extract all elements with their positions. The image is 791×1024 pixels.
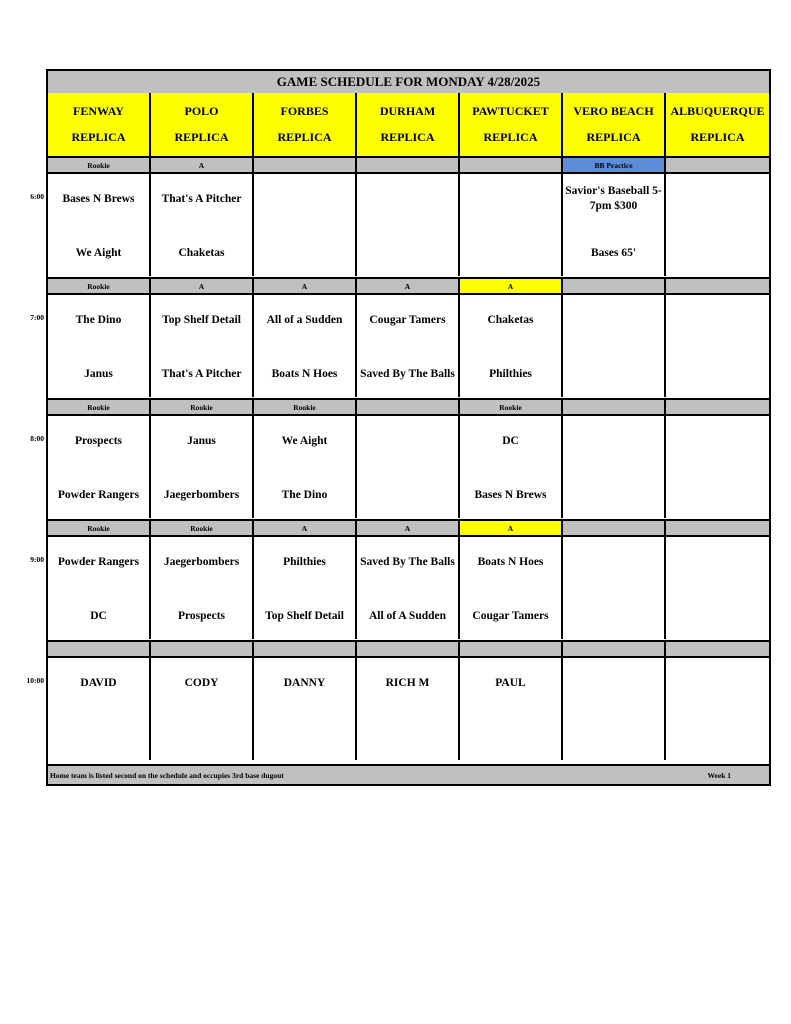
- game-cell: [460, 172, 563, 276]
- home-team: [462, 238, 559, 268]
- away-team: Prospects: [74, 434, 123, 447]
- game-cell: [563, 172, 666, 276]
- away-team: [462, 184, 559, 214]
- away-team: [668, 547, 767, 577]
- division-label: BB Practice: [563, 158, 666, 172]
- division-label: [460, 158, 563, 172]
- home-team: [153, 722, 250, 752]
- game-cell: [563, 414, 666, 518]
- home-team-note: Home team is listed second on the schedule and occupies 3rd base dugout: [50, 770, 284, 780]
- game-cell: [357, 656, 460, 760]
- field-header: [563, 93, 666, 156]
- division-label: [460, 642, 563, 656]
- home-team: Top Shelf Detail: [265, 609, 344, 622]
- game-cell: [357, 172, 460, 276]
- division-label: Rookie: [48, 400, 151, 414]
- home-team: [668, 601, 767, 631]
- home-team: [462, 722, 559, 752]
- game-cell: [254, 293, 357, 397]
- division-label: Rookie: [48, 521, 151, 535]
- home-team: Bases N Brews: [474, 488, 547, 501]
- field-sub: REPLICA: [71, 129, 126, 144]
- field-name: FORBES: [280, 104, 329, 119]
- game-cell: [151, 535, 254, 639]
- game-cell: [254, 172, 357, 276]
- away-team: Saved By The Balls: [360, 555, 455, 568]
- division-label: [666, 642, 769, 656]
- home-team: [565, 480, 662, 510]
- time-label: 10:00: [26, 676, 44, 685]
- home-team: Powder Rangers: [57, 488, 140, 501]
- time-slot-row: [48, 293, 769, 397]
- game-cell: [460, 656, 563, 760]
- home-team: [256, 238, 353, 268]
- home-team: Janus: [84, 367, 113, 380]
- home-team: [668, 359, 767, 389]
- away-team: [565, 668, 662, 698]
- division-label: [563, 279, 666, 293]
- game-cell: [254, 414, 357, 518]
- game-cell: [357, 414, 460, 518]
- division-label: [254, 642, 357, 656]
- away-team: All of a Sudden: [266, 313, 343, 326]
- division-label: [666, 158, 769, 172]
- game-cell: [48, 293, 151, 397]
- game-cell: [666, 293, 769, 397]
- away-team: PAUL: [495, 676, 526, 689]
- home-team: Saved By The Balls: [360, 367, 455, 380]
- division-label: A: [151, 279, 254, 293]
- away-team: That's A Pitcher: [161, 192, 242, 205]
- game-cell: [666, 172, 769, 276]
- schedule-title: GAME SCHEDULE FOR MONDAY 4/28/2025: [48, 71, 769, 95]
- field-header: [357, 93, 460, 156]
- home-team: [668, 238, 767, 268]
- home-team: Prospects: [177, 609, 226, 622]
- time-slot-row: [48, 414, 769, 518]
- away-team: RICH M: [385, 676, 430, 689]
- game-cell: [460, 414, 563, 518]
- away-team: [359, 426, 456, 456]
- game-cell: [48, 656, 151, 760]
- division-label: [357, 400, 460, 414]
- game-cell: [666, 656, 769, 760]
- division-label: [151, 642, 254, 656]
- field-name: ALBUQUERQUE: [670, 104, 765, 119]
- division-label: A: [357, 521, 460, 535]
- game-cell: [48, 414, 151, 518]
- field-name: DURHAM: [379, 104, 436, 119]
- division-label: Rookie: [48, 158, 151, 172]
- field-header-row: [48, 93, 769, 156]
- home-team: [359, 722, 456, 752]
- field-sub: REPLICA: [174, 129, 229, 144]
- division-label: A: [357, 279, 460, 293]
- game-cell: [666, 535, 769, 639]
- division-label: [48, 642, 151, 656]
- home-team: All of A Sudden: [368, 609, 447, 622]
- away-team: [565, 547, 662, 577]
- home-team: Chaketas: [178, 246, 225, 259]
- game-cell: [48, 535, 151, 639]
- time-slot-row: [48, 656, 769, 760]
- division-label: Rookie: [48, 279, 151, 293]
- home-team: Jaegerbombers: [163, 488, 240, 501]
- away-team: Bases N Brews: [62, 192, 135, 205]
- division-label: [357, 642, 460, 656]
- away-team: Boats N Hoes: [477, 555, 544, 568]
- division-label: A: [460, 279, 563, 293]
- game-cell: [254, 656, 357, 760]
- away-team: Powder Rangers: [57, 555, 140, 568]
- time-label: 9:00: [30, 555, 44, 564]
- game-cell: [460, 293, 563, 397]
- home-team: [359, 480, 456, 510]
- home-team: We Aight: [75, 246, 122, 259]
- time-label: 6:00: [30, 192, 44, 201]
- division-label: [254, 158, 357, 172]
- division-label: A: [151, 158, 254, 172]
- field-header: [460, 93, 563, 156]
- home-team: The Dino: [281, 488, 328, 501]
- division-label: [666, 521, 769, 535]
- division-label: Rookie: [254, 400, 357, 414]
- away-team: [668, 184, 767, 214]
- home-team: DC: [90, 609, 107, 622]
- schedule-footer: [48, 764, 769, 784]
- division-label: A: [254, 279, 357, 293]
- field-header: [666, 93, 769, 156]
- away-team: We Aight: [281, 434, 328, 447]
- field-name: POLO: [184, 104, 219, 119]
- division-label: Rookie: [151, 521, 254, 535]
- field-sub: REPLICA: [483, 129, 538, 144]
- home-team: Bases 65': [590, 246, 637, 259]
- division-label: A: [460, 521, 563, 535]
- game-cell: [254, 535, 357, 639]
- away-team: [668, 426, 767, 456]
- game-cell: [460, 535, 563, 639]
- home-team: [359, 238, 456, 268]
- field-header: [48, 93, 151, 156]
- away-team: Savior's Baseball 5-7pm $300: [565, 185, 662, 212]
- home-team: Philthies: [489, 367, 532, 380]
- division-label: [563, 400, 666, 414]
- away-team: CODY: [184, 676, 219, 689]
- away-team: [565, 426, 662, 456]
- away-team: DANNY: [283, 676, 326, 689]
- away-team: DAVID: [80, 676, 117, 689]
- division-label: [666, 279, 769, 293]
- away-team: Chaketas: [487, 313, 534, 326]
- home-team: [668, 722, 767, 752]
- away-team: Cougar Tamers: [369, 313, 446, 326]
- week-label: Week 1: [707, 770, 731, 780]
- game-cell: [563, 656, 666, 760]
- game-cell: [357, 293, 460, 397]
- field-sub: REPLICA: [690, 129, 745, 144]
- away-team: [359, 184, 456, 214]
- time-slot-row: [48, 172, 769, 276]
- game-cell: [357, 535, 460, 639]
- time-label: 7:00: [30, 313, 44, 322]
- field-header: [254, 93, 357, 156]
- home-team: That's A Pitcher: [161, 367, 242, 380]
- away-team: [256, 184, 353, 214]
- field-sub: REPLICA: [277, 129, 332, 144]
- game-cell: [151, 172, 254, 276]
- home-team: [565, 359, 662, 389]
- home-team: [668, 480, 767, 510]
- division-label: [563, 521, 666, 535]
- game-cell: [666, 414, 769, 518]
- game-cell: [563, 535, 666, 639]
- game-cell: [563, 293, 666, 397]
- away-team: Janus: [187, 434, 216, 447]
- time-slot-row: [48, 535, 769, 639]
- away-team: DC: [502, 434, 519, 447]
- away-team: The Dino: [75, 313, 122, 326]
- division-label: A: [254, 521, 357, 535]
- home-team: [565, 601, 662, 631]
- division-label: [666, 400, 769, 414]
- home-team: Cougar Tamers: [472, 609, 549, 622]
- division-label: Rookie: [460, 400, 563, 414]
- away-team: [668, 305, 767, 335]
- home-team: Boats N Hoes: [271, 367, 338, 380]
- game-cell: [151, 293, 254, 397]
- home-team: [256, 722, 353, 752]
- field-name: PAWTUCKET: [472, 104, 549, 119]
- division-label: Rookie: [151, 400, 254, 414]
- time-label: 8:00: [30, 434, 44, 443]
- field-name: VERO BEACH: [573, 104, 654, 119]
- division-label: [357, 158, 460, 172]
- field-sub: REPLICA: [586, 129, 641, 144]
- division-label: [563, 642, 666, 656]
- field-header: [151, 93, 254, 156]
- schedule-sheet: [46, 69, 771, 786]
- away-team: Jaegerbombers: [163, 555, 240, 568]
- home-team: [50, 722, 147, 752]
- game-cell: [151, 656, 254, 760]
- away-team: [668, 668, 767, 698]
- field-name: FENWAY: [73, 104, 124, 119]
- game-cell: [151, 414, 254, 518]
- away-team: Top Shelf Detail: [162, 313, 241, 326]
- game-cell: [48, 172, 151, 276]
- field-sub: REPLICA: [380, 129, 435, 144]
- home-team: [565, 722, 662, 752]
- away-team: Philthies: [283, 555, 326, 568]
- away-team: [565, 305, 662, 335]
